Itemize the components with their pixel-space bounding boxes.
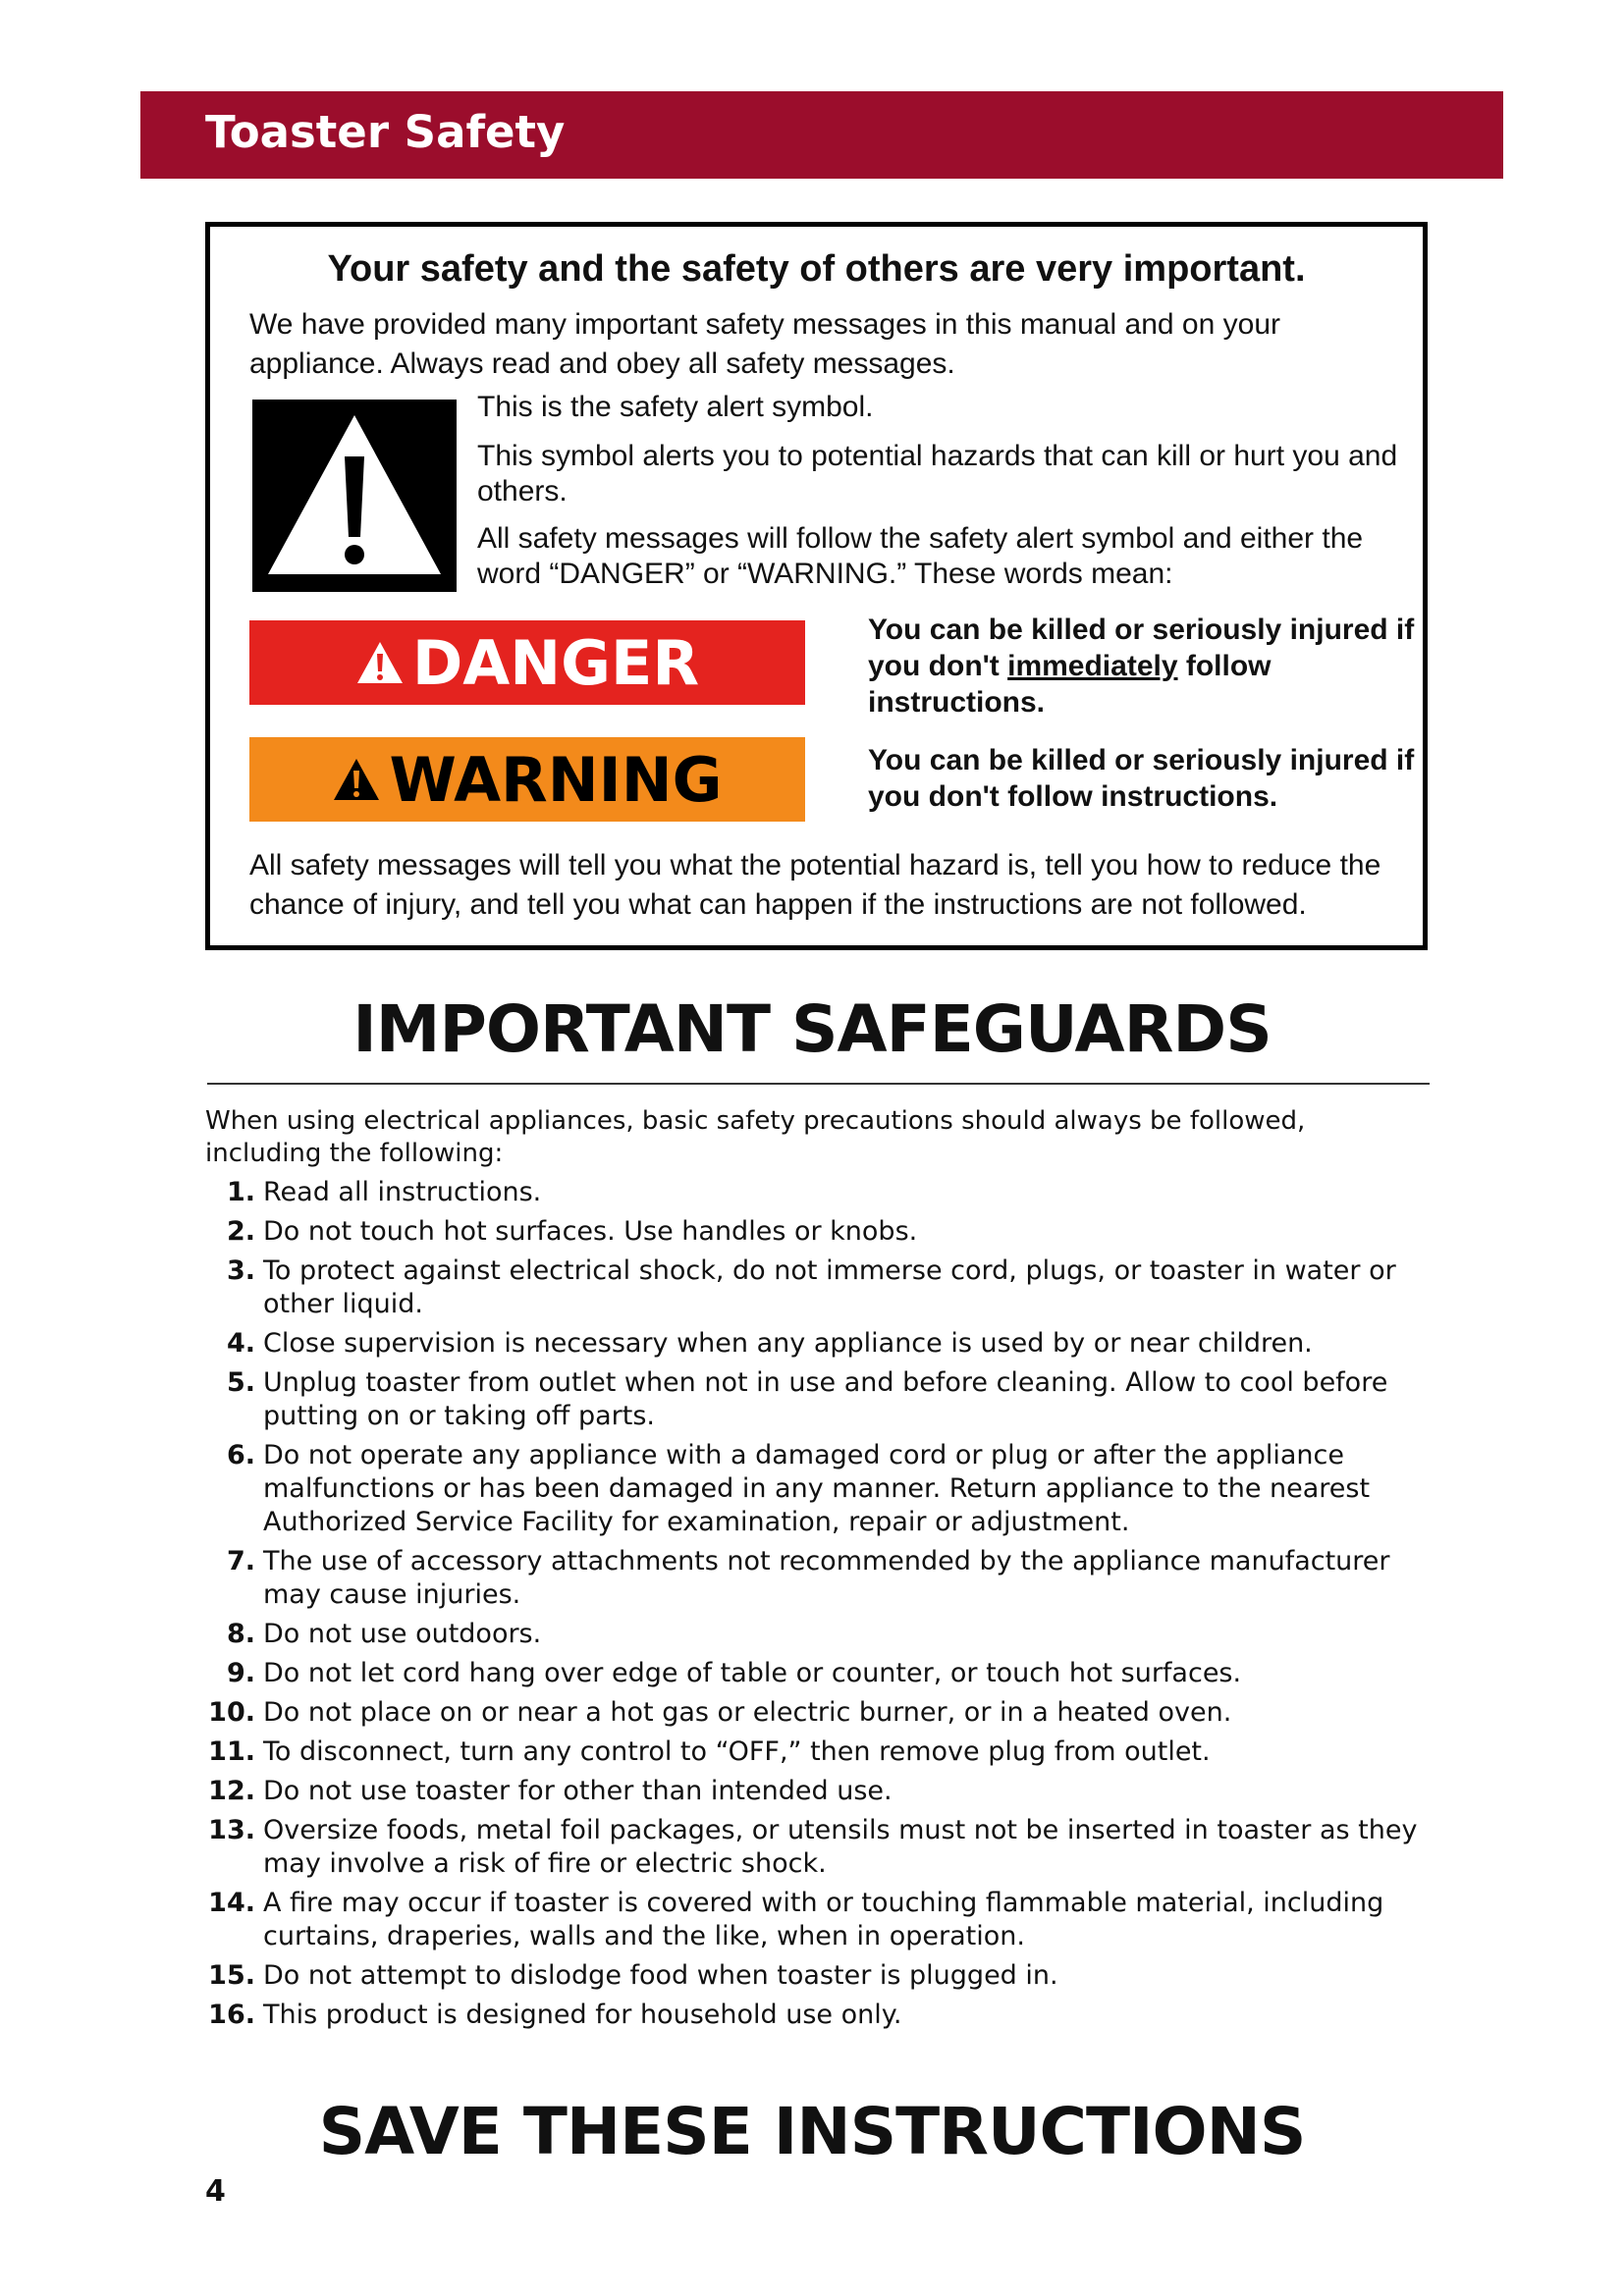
safeguard-text: Oversize foods, metal foil packages, or utensils must not be inserted in toaster as they may involve a risk of fire or electric shock. bbox=[263, 1815, 1418, 1879]
safeguard-item bbox=[147, 1887, 1424, 1953]
safeguard-item bbox=[147, 1215, 1424, 1249]
danger-meaning: You can be killed or seriously injured if you don't immediately follow instructions. bbox=[868, 614, 1415, 719]
warning-alert-icon bbox=[332, 757, 381, 802]
alert-symbol-explanation: This symbol alerts you to potential hazards that can kill or hurt you and others. bbox=[477, 440, 1398, 507]
safeguard-item bbox=[147, 1814, 1424, 1881]
safeguard-item bbox=[147, 1366, 1424, 1433]
safeguard-text: Do not operate any appliance with a damaged cord or plug or after the appliance malfunctions or has been damaged in any manner. Return appliance to the nearest Authorized Service Facility for examination, repair or adjustment. bbox=[263, 1440, 1371, 1537]
safeguard-number: 14. bbox=[208, 1888, 255, 1918]
safeguard-number: 16. bbox=[208, 2000, 255, 2030]
safeguard-number: 6. bbox=[226, 1440, 255, 1470]
section-title: Toaster Safety bbox=[205, 106, 566, 158]
safeguard-number: 1. bbox=[226, 1177, 255, 1207]
safeguard-text: Close supervision is necessary when any appliance is used by or near children. bbox=[263, 1328, 1313, 1359]
safeguard-text: Do not use outdoors. bbox=[263, 1619, 542, 1649]
safeguard-item bbox=[147, 1439, 1424, 1539]
safeguards-intro: When using electrical appliances, basic safety precautions should always be followed, including the following: bbox=[205, 1106, 1306, 1168]
safeguard-item bbox=[147, 1696, 1424, 1730]
safety-message-box bbox=[205, 222, 1428, 950]
warning-word: WARNING bbox=[389, 743, 723, 816]
alert-symbol-caption: This is the safety alert symbol. bbox=[477, 391, 874, 423]
safeguard-number: 12. bbox=[208, 1776, 255, 1806]
safeguard-number: 4. bbox=[226, 1328, 255, 1359]
signal-words-explanation: All safety messages will follow the safety alert symbol and either the word “DANGER” or “WARNING.” These words mean: bbox=[477, 522, 1364, 590]
safeguard-number: 8. bbox=[226, 1619, 255, 1649]
warning-label bbox=[249, 737, 805, 822]
safeguard-item bbox=[147, 1327, 1424, 1361]
safeguard-text: Do not use toaster for other than intended use. bbox=[263, 1776, 893, 1806]
safeguards-list bbox=[147, 1176, 1424, 2038]
safeguard-text: Do not touch hot surfaces. Use handles or knobs. bbox=[263, 1216, 918, 1247]
safeguard-item bbox=[147, 1959, 1424, 1993]
safeguard-text: Unplug toaster from outlet when not in use and before cleaning. Allow to cool before putting on or taking off parts. bbox=[263, 1367, 1388, 1431]
safeguard-item bbox=[147, 1545, 1424, 1612]
save-instructions-title: SAVE THESE INSTRUCTIONS bbox=[318, 2094, 1306, 2169]
safeguard-number: 3. bbox=[226, 1255, 255, 1286]
page-number: 4 bbox=[205, 2174, 226, 2209]
safeguard-text: Read all instructions. bbox=[263, 1177, 542, 1207]
safety-intro: We have provided many important safety messages in this manual and on your appliance. Always read and obey all safety messages. bbox=[249, 308, 1280, 380]
safeguard-text: A fire may occur if toaster is covered with or touching flammable material, including curtains, draperies, walls and the like, when in operation. bbox=[263, 1888, 1384, 1951]
safeguard-number: 7. bbox=[226, 1546, 255, 1576]
safeguard-item bbox=[147, 1176, 1424, 1209]
safeguard-item bbox=[147, 1999, 1424, 2032]
section-header-bar bbox=[140, 91, 1503, 179]
safety-alert-icon bbox=[252, 400, 457, 592]
safeguard-number: 9. bbox=[226, 1658, 255, 1688]
safeguard-number: 5. bbox=[226, 1367, 255, 1398]
safeguard-text: Do not attempt to dislodge food when toaster is plugged in. bbox=[263, 1960, 1058, 1991]
safeguard-item bbox=[147, 1255, 1424, 1321]
warning-meaning: You can be killed or seriously injured if you don't follow instructions. bbox=[868, 744, 1415, 813]
safeguard-number: 13. bbox=[208, 1815, 255, 1845]
danger-alert-icon bbox=[355, 640, 405, 685]
safeguard-item bbox=[147, 1735, 1424, 1769]
danger-label bbox=[249, 620, 805, 705]
safeguard-item bbox=[147, 1775, 1424, 1808]
safeguard-number: 2. bbox=[226, 1216, 255, 1247]
safeguard-item bbox=[147, 1618, 1424, 1651]
safeguard-text: The use of accessory attachments not recommended by the appliance manufacturer may cause injuries. bbox=[263, 1546, 1390, 1610]
safeguard-text: This product is designed for household use only. bbox=[263, 2000, 902, 2030]
safeguard-text: To protect against electrical shock, do not immerse cord, plugs, or toaster in water or other liquid. bbox=[263, 1255, 1396, 1319]
safeguard-number: 11. bbox=[208, 1736, 255, 1767]
safeguard-item bbox=[147, 1657, 1424, 1690]
title-divider bbox=[207, 1083, 1430, 1085]
safeguard-number: 15. bbox=[208, 1960, 255, 1991]
danger-word: DANGER bbox=[411, 626, 700, 699]
safeguards-title: IMPORTANT SAFEGUARDS bbox=[352, 991, 1272, 1067]
safeguard-text: Do not place on or near a hot gas or electric burner, or in a heated oven. bbox=[263, 1697, 1232, 1728]
safeguard-text: To disconnect, turn any control to “OFF,” then remove plug from outlet. bbox=[263, 1736, 1211, 1767]
safeguard-text: Do not let cord hang over edge of table or counter, or touch hot surfaces. bbox=[263, 1658, 1242, 1688]
safeguard-number: 10. bbox=[208, 1697, 255, 1728]
safety-heading: Your safety and the safety of others are very important. bbox=[327, 248, 1306, 290]
safety-footer: All safety messages will tell you what the potential hazard is, tell you how to reduce the chance of injury, and tell you what can happen if the instructions are not followed. bbox=[249, 849, 1381, 921]
